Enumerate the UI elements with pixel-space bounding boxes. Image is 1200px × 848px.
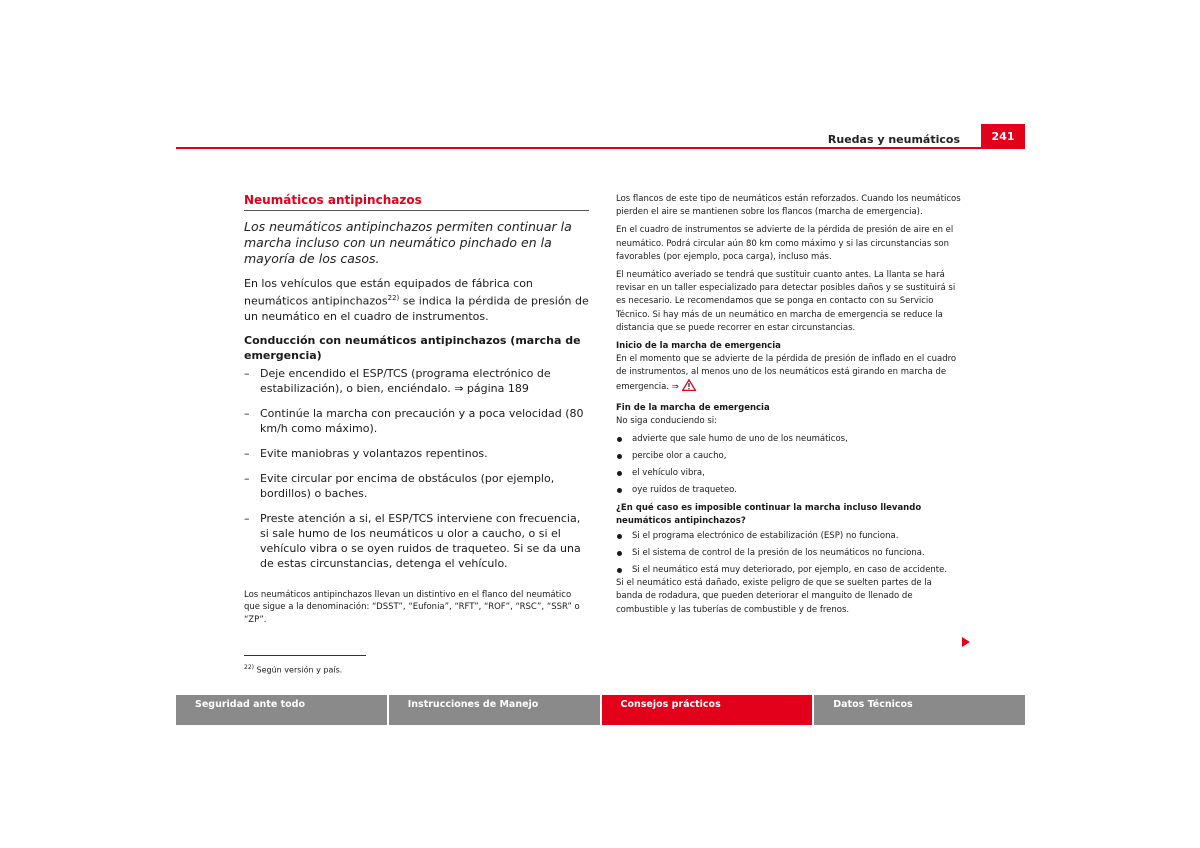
list-item [616,484,961,497]
section-title: Neumáticos antipinchazos [244,193,589,211]
footnote-rule [244,655,366,656]
list-item [244,471,589,501]
body-text: En los vehículos que están equipados de fábrica con neumáticos antipinchazos [244,277,533,308]
body-paragraph [244,276,589,324]
instruction-list [244,366,589,571]
list-item [244,446,589,461]
list-item [244,406,589,436]
list-item-text: Preste atención a si, el ESP/TCS interviene con frecuencia, si sale humo de los neumáticos u olor a caucho, o si el vehículo vibra o se oyen ruidos de traqueteo. Si se da una de estas circunstancias, detenga el vehículo. [260,511,581,570]
footer-tab-datos[interactable]: Datos Técnicos [814,695,1025,725]
bullet-list [616,530,961,578]
subheading: Conducción con neumáticos antipinchazos (marcha de emergencia) [244,333,581,362]
footnote [244,662,342,677]
list-item-text: Deje encendido el ESP/TCS (programa electrónico de estabilización), o bien, enciéndalo. ⇒ página 189 [260,366,551,395]
list-item [616,547,961,560]
body-text: En el momento que se advierte de la pérdida de presión de inflado en el cuadro de instrumentos, al menos uno de los neumáticos está girando en marcha de emergencia. ⇒ [616,354,957,393]
dash-marker: – [244,511,250,525]
body-paragraph: Los flancos de este tipo de neumáticos están reforzados. Cuando los neumáticos pierden el aire se mantienen sobre los flancos (marcha de emergencia). [616,194,961,218]
list-item-text: oye ruidos de traqueteo. [632,485,737,496]
subheading: Inicio de la marcha de emergencia [616,341,781,352]
bullet-icon [617,437,622,442]
list-item [616,564,961,577]
footer-tab-seguridad[interactable]: Seguridad ante todo [176,695,387,725]
list-item-text: percibe olor a caucho, [632,451,727,462]
list-item-text: advierte que sale humo de uno de los neumáticos, [632,433,848,444]
left-column [244,193,589,626]
footer-tab-instrucciones[interactable]: Instrucciones de Manejo [389,695,600,725]
body-paragraph: En el cuadro de instrumentos se advierte de la pérdida de presión de aire en el neumático. Podrá circular aún 80 km como máximo y si las circunstancias son favorables (por ejemplo, poca carga), incluso más. [616,225,954,262]
bullet-icon [617,471,622,476]
bullet-list [616,433,961,498]
list-item-text: Si el programa electrónico de estabilización (ESP) no funciona. [632,530,899,541]
body-paragraph: El neumático averiado se tendrá que sustituir cuanto antes. La llanta se hará revisar en un taller especializado para detectar posibles daños y se sustituirá si es necesario. Le recomendamos que se ponga en contacto con su Servicio Técnico. Si hay más de un neumático en marcha de emergencia se reduce la distancia que se puede recorrer en estar circunstancias. [616,270,956,333]
bullet-icon [617,488,622,493]
list-item [616,450,961,463]
running-header-title: Ruedas y neumáticos [827,133,960,146]
list-item-text: Evite circular por encima de obstáculos (por ejemplo, bordillos) o baches. [260,471,555,500]
bullet-icon [617,551,622,556]
right-column [616,193,961,622]
list-item [244,511,589,571]
list-item-text: el vehículo vibra, [632,468,705,479]
next-page-arrow-icon[interactable] [962,637,970,647]
dash-marker: – [244,406,250,420]
dash-marker: – [244,366,250,380]
header-rule [176,147,1025,149]
body-paragraph: No siga conduciendo si: [616,415,718,426]
list-item [244,366,589,396]
subheading: Fin de la marcha de emergencia [616,402,770,413]
footnote-ref[interactable]: 22) [387,294,400,302]
bullet-icon [617,454,622,459]
subheading: ¿En qué caso es imposible continuar la marcha incluso llevando neumáticos antipinchazos? [616,502,922,526]
dash-marker: – [244,446,250,460]
intro-text: Los neumáticos antipinchazos permiten continuar la marcha incluso con un neumático pinchado en la mayoría de los casos. [244,219,572,266]
list-item-text: Si el neumático está muy deteriorado, por ejemplo, en caso de accidente. [632,565,948,576]
footnote-marker: 22) [244,664,254,671]
page-number: 241 [981,124,1025,148]
footer-tab-consejos[interactable]: Consejos prácticos [602,695,813,725]
list-item-text: Si el sistema de control de la presión de los neumáticos no funciona. [632,547,925,558]
list-item [616,530,961,543]
body-paragraph: Si el neumático está dañado, existe peligro de que se suelten partes de la banda de rodadura, que pueden deteriorar el manguito de llenado de combustible y las tuberías de combustible y de frenos. [616,578,932,615]
list-item [616,467,961,480]
warning-triangle-icon[interactable] [682,379,696,396]
footnote-text: Según versión y país. [253,665,343,675]
dash-marker: – [244,471,250,485]
note-text: Los neumáticos antipinchazos llevan un distintivo en el flanco del neumático que sigue a la denominación: “DSST”, “Eufonia”, “RFT”, “ROF”, “RSC”, “SSR” o “ZP”. [244,589,580,625]
footer-nav [176,695,1025,725]
bullet-icon [617,568,622,573]
body-paragraph [616,353,961,397]
list-item [616,433,961,446]
bullet-icon [617,534,622,539]
list-item-text: Continúe la marcha con precaución y a poca velocidad (80 km/h como máximo). [260,406,584,435]
list-item-text: Evite maniobras y volantazos repentinos. [260,446,488,460]
body-text: se indica la pérdida de presión de un neumático en el cuadro de instrumentos. [244,294,589,323]
